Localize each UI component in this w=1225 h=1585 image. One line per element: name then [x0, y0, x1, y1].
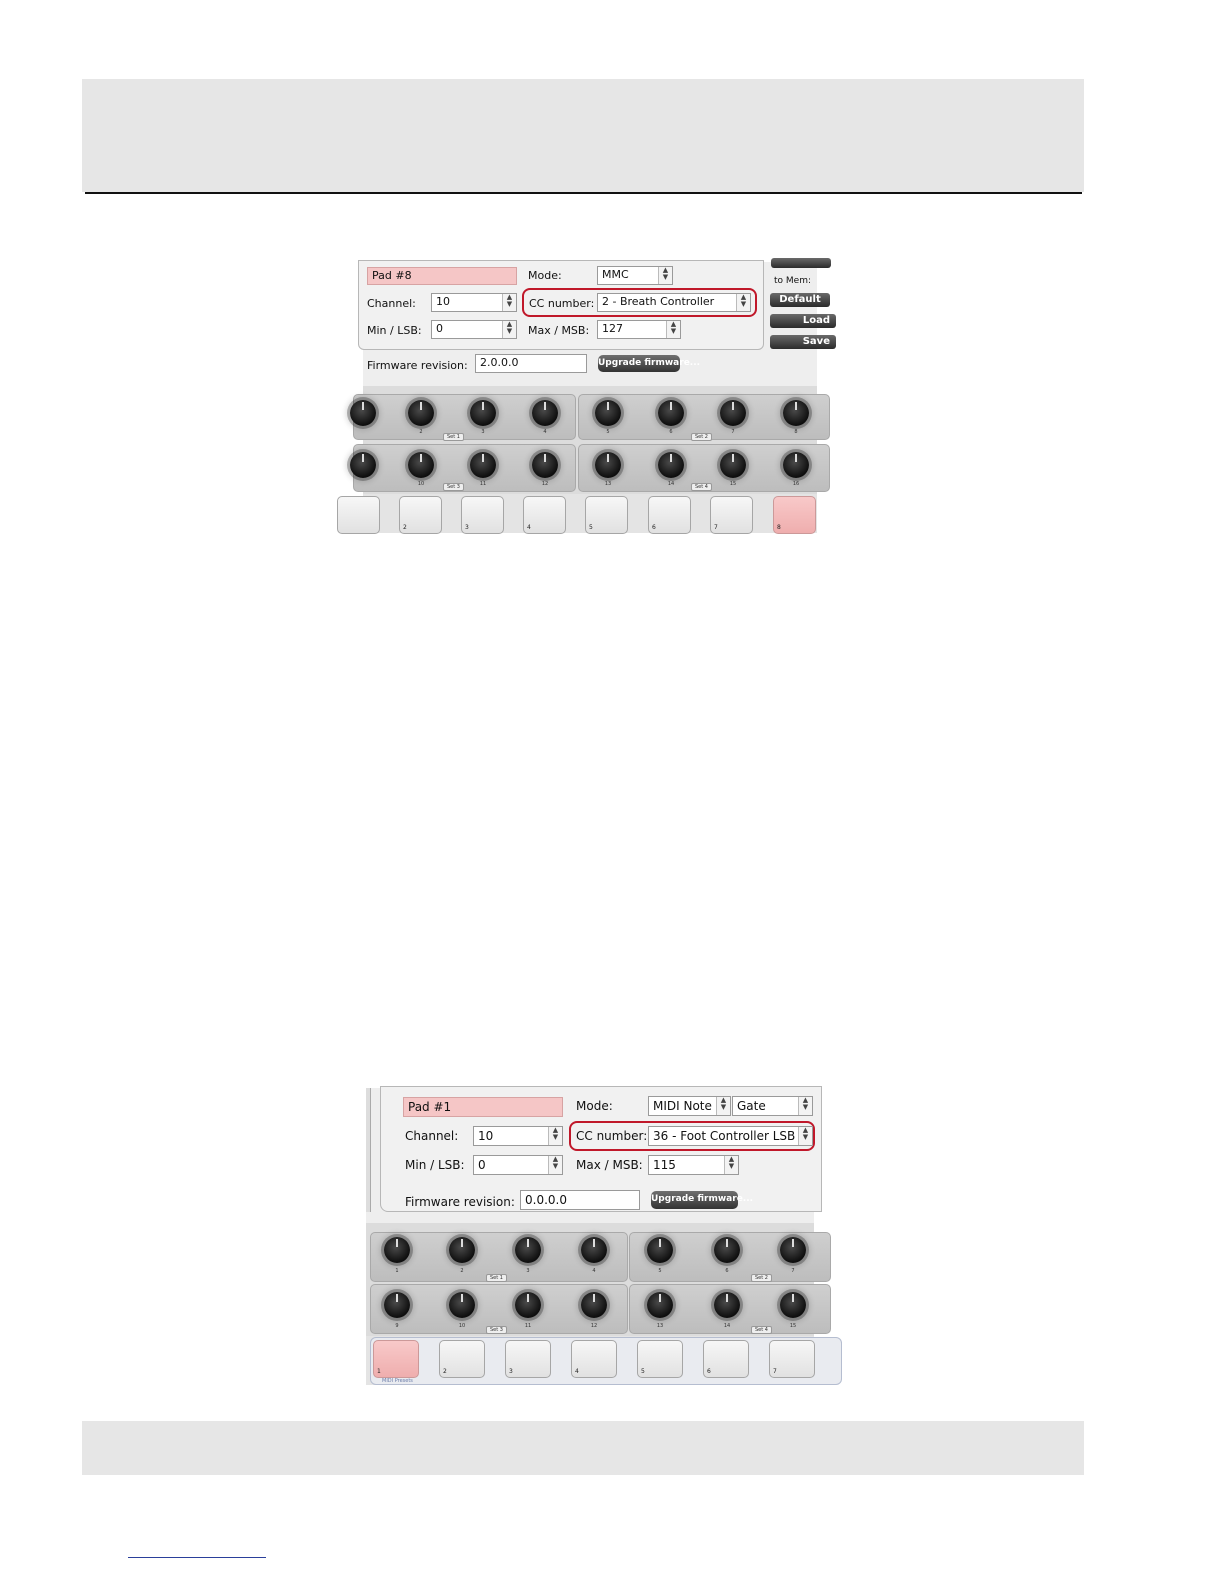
knob-number: 16 — [792, 481, 800, 487]
knob-number: 12 — [541, 481, 549, 487]
channel-value: 10 — [436, 295, 450, 308]
knob-number: 6 — [669, 429, 673, 435]
footnote-link-rule — [128, 1557, 266, 1558]
channel-label: Channel: — [367, 297, 416, 310]
to-mem-label: to Mem: — [774, 276, 811, 286]
knob[interactable] — [449, 1292, 475, 1318]
min-lsb-label: Min / LSB: — [405, 1158, 465, 1172]
min-lsb-spinner-icon[interactable]: ▲ ▼ — [502, 321, 516, 338]
mode-value: MMC — [602, 268, 629, 281]
mode-value: MIDI Note — [653, 1099, 712, 1113]
min-lsb-field[interactable] — [473, 1155, 563, 1175]
footer-band — [82, 1421, 1084, 1475]
knob[interactable] — [408, 452, 434, 478]
set-label: Set 4 — [691, 483, 712, 491]
pad[interactable] — [769, 1340, 815, 1378]
pad-number: 8 — [777, 524, 781, 531]
knob-number: 15 — [729, 481, 737, 487]
max-msb-spinner-icon[interactable]: ▲ ▼ — [724, 1156, 738, 1174]
knob[interactable] — [720, 400, 746, 426]
knob-number: 12 — [590, 1323, 598, 1329]
max-msb-field[interactable] — [648, 1155, 739, 1175]
pad-selected[interactable] — [373, 1340, 419, 1378]
knob-number: 2 — [419, 429, 423, 435]
min-lsb-label: Min / LSB: — [367, 324, 422, 337]
knob[interactable] — [783, 452, 809, 478]
upgrade-firmware-button[interactable]: Upgrade firmware... — [651, 1191, 738, 1209]
pad-number: 5 — [589, 524, 593, 531]
pad-name-field[interactable]: Pad #8 — [367, 267, 517, 285]
mode-type-select[interactable] — [732, 1096, 813, 1116]
knob-number: 10 — [458, 1323, 466, 1329]
screenshot-pad-8 — [363, 262, 830, 533]
firmware-revision-label: Firmware revision: — [405, 1195, 515, 1209]
send-preset-button[interactable] — [771, 258, 831, 268]
knob[interactable] — [780, 1292, 806, 1318]
channel-spinner-icon[interactable]: ▲ ▼ — [502, 294, 516, 311]
pad-1[interactable] — [337, 496, 380, 534]
cc-number-select[interactable] — [648, 1126, 813, 1146]
pad-number: 6 — [652, 524, 656, 531]
max-msb-field[interactable] — [597, 320, 681, 339]
knob-number: 13 — [604, 481, 612, 487]
knob-number: 10 — [417, 481, 425, 487]
pad-selected[interactable] — [773, 496, 816, 534]
knob[interactable] — [647, 1292, 673, 1318]
pad-number: 5 — [641, 1368, 645, 1375]
channel-field[interactable] — [431, 293, 517, 312]
channel-value: 10 — [478, 1129, 494, 1143]
pad[interactable] — [399, 496, 442, 534]
cc-number-value: 2 - Breath Controller — [602, 295, 715, 308]
save-button[interactable]: Save — [770, 335, 836, 349]
min-lsb-field[interactable] — [431, 320, 517, 339]
knob-number: 5 — [658, 1268, 662, 1274]
knob[interactable] — [714, 1292, 740, 1318]
load-button[interactable]: Load — [770, 314, 836, 328]
mode-type-spinner-icon[interactable]: ▲ ▼ — [798, 1097, 812, 1115]
knob[interactable] — [384, 1292, 410, 1318]
max-msb-spinner-icon[interactable]: ▲ ▼ — [666, 321, 680, 338]
max-msb-value: 115 — [653, 1158, 676, 1172]
min-lsb-value: 0 — [478, 1158, 486, 1172]
mode-type-value: Gate — [737, 1099, 766, 1113]
knob-1[interactable] — [350, 400, 376, 426]
knob[interactable] — [350, 452, 376, 478]
knob-number: 14 — [667, 481, 675, 487]
cc-number-spinner-icon[interactable]: ▲ ▼ — [736, 294, 750, 311]
channel-field[interactable] — [473, 1126, 563, 1146]
max-msb-value: 127 — [602, 322, 623, 335]
knob-number: 7 — [731, 429, 735, 435]
pad[interactable] — [571, 1340, 617, 1378]
knob[interactable] — [532, 400, 558, 426]
pad-number: 6 — [707, 1368, 711, 1375]
knob-number: 14 — [723, 1323, 731, 1329]
knob-number: 9 — [395, 1323, 399, 1329]
set-label: Set 4 — [751, 1326, 772, 1334]
pad-number: 2 — [443, 1368, 447, 1375]
knob[interactable] — [581, 1292, 607, 1318]
left-list-edge — [366, 1088, 371, 1212]
cc-number-label: CC number: — [576, 1129, 648, 1143]
pad[interactable] — [703, 1340, 749, 1378]
knob[interactable] — [720, 452, 746, 478]
pad[interactable] — [637, 1340, 683, 1378]
mode-spinner-icon[interactable]: ▲ ▼ — [716, 1097, 730, 1115]
knob[interactable] — [658, 400, 684, 426]
pad[interactable] — [523, 496, 566, 534]
knob[interactable] — [449, 1237, 475, 1263]
pad[interactable] — [585, 496, 628, 534]
set-label: Set 1 — [443, 433, 464, 441]
pad-number: 2 — [403, 524, 407, 531]
knob-number: 1 — [395, 1268, 399, 1274]
knob[interactable] — [532, 452, 558, 478]
knob[interactable] — [647, 1237, 673, 1263]
knob-number: 8 — [794, 429, 798, 435]
knob[interactable] — [384, 1237, 410, 1263]
pad-name-field[interactable]: Pad #1 — [403, 1097, 563, 1117]
cc-number-spinner-icon[interactable]: ▲ ▼ — [798, 1127, 812, 1145]
set-label: Set 3 — [486, 1326, 507, 1334]
upgrade-firmware-button[interactable]: Upgrade firmware... — [598, 355, 680, 372]
max-msb-label: Max / MSB: — [576, 1158, 643, 1172]
set-label: Set 2 — [751, 1274, 772, 1282]
midi-presets-tab[interactable]: MIDI Presets — [382, 1378, 413, 1384]
knob[interactable] — [658, 452, 684, 478]
pad[interactable] — [505, 1340, 551, 1378]
knob-number: 2 — [460, 1268, 464, 1274]
knob-number: 11 — [524, 1323, 532, 1329]
default-button[interactable]: Default — [770, 293, 830, 307]
knob-number: 4 — [592, 1268, 596, 1274]
knob[interactable] — [595, 400, 621, 426]
cc-number-select[interactable] — [597, 293, 751, 312]
knob-number: 4 — [543, 429, 547, 435]
pad[interactable] — [439, 1340, 485, 1378]
mode-label: Mode: — [528, 269, 562, 282]
mode-select[interactable] — [597, 266, 673, 285]
knob-number: 15 — [789, 1323, 797, 1329]
knob[interactable] — [408, 400, 434, 426]
firmware-revision-field: 0.0.0.0 — [520, 1190, 640, 1210]
knob[interactable] — [515, 1292, 541, 1318]
knob-number: 13 — [656, 1323, 664, 1329]
pad-number: 4 — [575, 1368, 579, 1375]
knob-number: 11 — [479, 481, 487, 487]
mode-spinner-icon[interactable]: ▲ ▼ — [658, 267, 672, 284]
knob[interactable] — [470, 400, 496, 426]
mode-label: Mode: — [576, 1099, 613, 1113]
knob[interactable] — [595, 452, 621, 478]
pad-number: 3 — [465, 524, 469, 531]
pad-number: 3 — [509, 1368, 513, 1375]
header-rule — [85, 192, 1082, 194]
knob[interactable] — [783, 400, 809, 426]
knob[interactable] — [470, 452, 496, 478]
mode-select[interactable] — [648, 1096, 731, 1116]
pad[interactable] — [648, 496, 691, 534]
pad-number: 7 — [714, 524, 718, 531]
max-msb-label: Max / MSB: — [528, 324, 590, 337]
knob-number: 3 — [526, 1268, 530, 1274]
pad-number: 7 — [773, 1368, 777, 1375]
knob[interactable] — [515, 1237, 541, 1263]
firmware-revision-label: Firmware revision: — [367, 359, 468, 372]
knob-number: 3 — [481, 429, 485, 435]
set-label: Set 3 — [443, 483, 464, 491]
cc-number-value: 36 - Foot Controller LSB — [653, 1129, 796, 1143]
firmware-revision-field: 2.0.0.0 — [475, 354, 587, 373]
cc-number-label: CC number: — [529, 297, 595, 310]
knob-number: 6 — [725, 1268, 729, 1274]
channel-label: Channel: — [405, 1129, 459, 1143]
pad-number: 1 — [377, 1368, 381, 1375]
knob[interactable] — [780, 1237, 806, 1263]
knob[interactable] — [714, 1237, 740, 1263]
set-label: Set 1 — [486, 1274, 507, 1282]
min-lsb-value: 0 — [436, 322, 443, 335]
header-band — [82, 79, 1084, 192]
knob-number: 7 — [791, 1268, 795, 1274]
min-lsb-spinner-icon[interactable]: ▲ ▼ — [548, 1156, 562, 1174]
screenshot-pad-1 — [366, 1088, 814, 1385]
channel-spinner-icon[interactable]: ▲ ▼ — [548, 1127, 562, 1145]
set-label: Set 2 — [691, 433, 712, 441]
knob-number: 5 — [606, 429, 610, 435]
pad[interactable] — [710, 496, 753, 534]
knob[interactable] — [581, 1237, 607, 1263]
pad-number: 4 — [527, 524, 531, 531]
pad[interactable] — [461, 496, 504, 534]
